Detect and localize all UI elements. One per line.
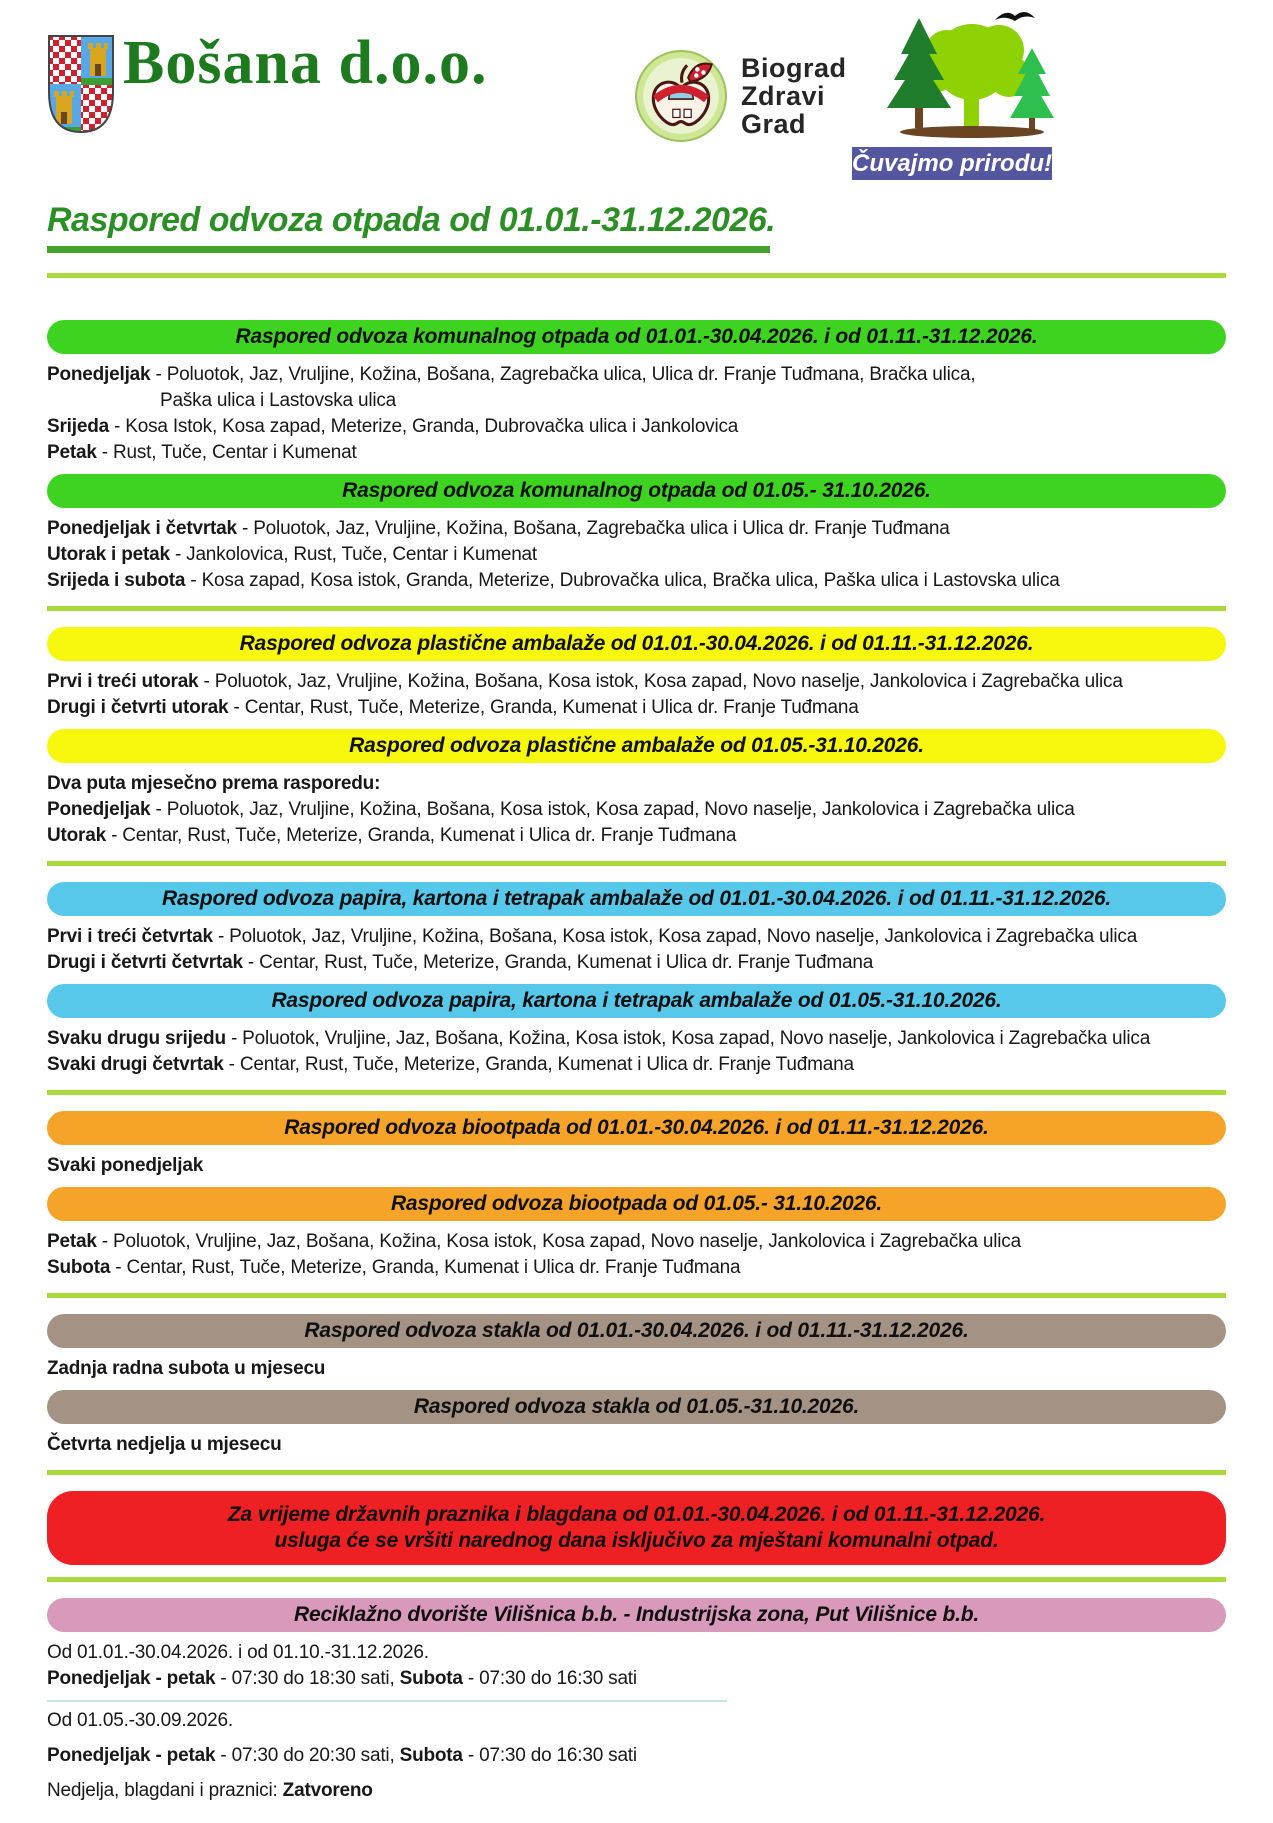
schedule-row (47, 414, 1226, 440)
row-text: Nedjelja, blagdani i praznici: (47, 1780, 283, 1801)
row-text: - Poluotok, Jaz, Vruljine, Kožina, Bošana, Zagrebačka ulica i Ulica dr. Franje Tuđmana (236, 518, 950, 539)
row-text: - Centar, Rust, Tuče, Meterize, Granda, Kumenat i Ulica dr. Franje Tuđmana (242, 952, 874, 973)
papir-karton-tetrapak-banner (47, 984, 1226, 1018)
banner-text: Raspored odvoza biootpada od 01.01.-30.04.2026. i od 01.11.-31.12.2026. (284, 1116, 989, 1139)
nature-trees-icon (867, 4, 1072, 149)
praznici-banner (47, 1491, 1226, 1565)
schedule-row (47, 1229, 1226, 1255)
row-label: Subota (399, 1668, 463, 1689)
row-label: Dva puta mjesečno prema rasporedu: (47, 773, 381, 794)
section-divider (47, 861, 1226, 866)
row-label: Ponedjeljak i četvrtak (47, 518, 237, 539)
row-label: Svaku drugu srijedu (47, 1028, 226, 1049)
row-label: Prvi i treći četvrtak (47, 926, 213, 947)
banner-text: Raspored odvoza komunalnog otpada od 01.05.- 31.10.2026. (342, 479, 931, 502)
schedule-row (47, 924, 1226, 950)
staklo-banner (47, 1390, 1226, 1424)
row-text: - 07:30 do 20:30 sati, (215, 1745, 400, 1766)
banner-text: Reciklažno dvorište Vilišnica b.b. - Industrijska zona, Put Vilišnice b.b. (294, 1603, 979, 1626)
healthy-city-wordmark (741, 54, 847, 138)
row-text: - Poluotok, Vruljine, Jaz, Bošana, Kožina, Kosa istok, Kosa zapad, Novo naselje, Jankolovica i Zagrebačka ulica (225, 1028, 1151, 1049)
row-text: Od 01.05.-30.09.2026. (47, 1710, 233, 1731)
plasticna-ambalaza-banner (47, 627, 1226, 661)
section-biootpad (47, 1111, 1226, 1281)
row-text: - Centar, Rust, Tuče, Meterize, Granda, Kumenat i Ulica dr. Franje Tuđmana (105, 825, 737, 846)
row-text: - Poluotok, Jaz, Vruljine, Kožina, Bošana, Kosa istok, Kosa zapad, Novo naselje, Jankolovica i Zagrebačka ulica (150, 799, 1075, 820)
bosana-coat-of-arms-icon (47, 34, 115, 134)
banner-text: Raspored odvoza papira, kartona i tetrapak ambalaže od 01.01.-30.04.2026. i od 01.11.-31.12.2026. (162, 887, 1111, 910)
row-text: - 07:30 do 16:30 sati (462, 1745, 637, 1766)
banner-text: Raspored odvoza plastične ambalaže od 01.05.-31.10.2026. (349, 734, 924, 757)
schedule-row (47, 1708, 1226, 1734)
schedule-row (47, 1026, 1226, 1052)
header (47, 0, 1226, 196)
schedule-row (47, 1255, 1226, 1281)
row-label: Drugi i četvrti četvrtak (47, 952, 243, 973)
row-label: Prvi i treći utorak (47, 671, 199, 692)
row-label: Srijeda i subota (47, 570, 186, 591)
schedule-row (47, 1666, 1226, 1692)
schedule-row (47, 695, 1226, 721)
healthy-city-line3: Grad (741, 109, 807, 139)
schedule-row (47, 669, 1226, 695)
schedule-row (47, 1356, 1226, 1382)
row-text: Od 01.01.-30.04.2026. i od 01.10.-31.12.2026. (47, 1642, 429, 1663)
section-divider (47, 1293, 1226, 1298)
healthy-city-line1: Biograd (741, 53, 847, 83)
row-text: - 07:30 do 18:30 sati, (215, 1668, 400, 1689)
schedule-row (47, 823, 1226, 849)
company-name: Bošana d.o.o. (123, 29, 488, 97)
row-label: Srijeda (47, 416, 109, 437)
schedule-row (47, 516, 1226, 542)
row-label: Subota (47, 1257, 111, 1278)
komunalni-otpad-banner (47, 320, 1226, 354)
row-label: Petak (47, 442, 97, 463)
row-text: - Centar, Rust, Tuče, Meterize, Granda, Kumenat i Ulica dr. Franje Tuđmana (228, 697, 859, 718)
section-divider (47, 1090, 1226, 1095)
banner-text: Raspored odvoza stakla od 01.01.-30.04.2026. i od 01.11.-31.12.2026. (304, 1319, 969, 1342)
title-underline (47, 246, 770, 253)
nature-slogan: Čuvajmo prirodu! (852, 149, 1053, 177)
schedule-row (47, 1432, 1226, 1458)
banner-text: Raspored odvoza biootpada od 01.05.- 31.10.2026. (390, 1192, 883, 1215)
schedule-row (47, 1640, 1226, 1666)
schedule-row (47, 797, 1226, 823)
hours-divider (47, 1700, 727, 1702)
schedule-row (47, 950, 1226, 976)
row-label: Drugi i četvrti utorak (47, 697, 229, 718)
section-divider (47, 1577, 1226, 1582)
row-continuation: Paška ulica i Lastovska ulica (160, 390, 397, 411)
row-label: Svaki ponedjeljak (47, 1155, 204, 1176)
section-praznici (47, 1491, 1226, 1565)
section-divider (47, 606, 1226, 611)
row-label: Utorak (47, 825, 106, 846)
section-divider (47, 273, 1226, 278)
banner-text: usluga će se vršiti narednog dana isključivo za mještani komunalni otpad. (274, 1529, 999, 1552)
section-papir-karton-tetrapak (47, 882, 1226, 1078)
row-label: Zatvoreno (282, 1780, 373, 1801)
row-label: Ponedjeljak (47, 799, 151, 820)
schedule-row (47, 1743, 1226, 1769)
biootpad-banner (47, 1187, 1226, 1221)
healthy-city-line2: Zdravi (741, 81, 826, 111)
row-label: Ponedjeljak (47, 364, 151, 385)
row-text: - Centar, Rust, Tuče, Meterize, Granda, Kumenat i Ulica dr. Franje Tuđmana (223, 1054, 854, 1075)
row-text: - Kosa zapad, Kosa istok, Granda, Meterize, Dubrovačka ulica, Bračka ulica, Paška ulica i Lastovska ulica (185, 570, 1060, 591)
section-plasticna-ambalaza (47, 627, 1226, 849)
schedule-row (47, 1052, 1226, 1078)
section-staklo (47, 1314, 1226, 1458)
row-text: - Poluotok, Jaz, Vruljine, Kožina, Bošana, Kosa istok, Kosa zapad, Novo naselje, Jankolovica i Zagrebačka ulica (198, 671, 1123, 692)
row-text: - Centar, Rust, Tuče, Meterize, Granda, Kumenat i Ulica dr. Franje Tuđmana (110, 1257, 741, 1278)
row-label: Ponedjeljak - petak (47, 1668, 216, 1689)
nature-slogan-banner (852, 147, 1052, 180)
row-text: - Kosa Istok, Kosa zapad, Meterize, Granda, Dubrovačka ulica i Jankolovica (108, 416, 739, 437)
row-text: - Jankolovica, Rust, Tuče, Centar i Kumenat (169, 544, 538, 565)
schedule-row (47, 362, 1226, 414)
row-text: - Rust, Tuče, Centar i Kumenat (96, 442, 357, 463)
papir-karton-tetrapak-banner (47, 882, 1226, 916)
row-text: - Poluotok, Jaz, Vruljine, Kožina, Bošana, Kosa istok, Kosa zapad, Novo naselje, Jankolovica i Zagrebačka ulica (212, 926, 1138, 947)
row-label: Petak (47, 1231, 97, 1252)
bird-icon (995, 12, 1035, 21)
section-divider (47, 1470, 1226, 1475)
schedule-row (47, 440, 1226, 466)
schedule-row (47, 568, 1226, 594)
schedule-row (47, 1778, 1226, 1804)
row-text: - 07:30 do 16:30 sati (462, 1668, 637, 1689)
schedule-row (47, 542, 1226, 568)
row-text: - Poluotok, Jaz, Vruljine, Kožina, Bošana, Zagrebačka ulica, Ulica dr. Franje Tuđmana, Bračka ulica, (150, 364, 976, 385)
staklo-banner (47, 1314, 1226, 1348)
page-title: Raspored odvoza otpada od 01.01.-31.12.2026. (47, 201, 776, 239)
row-label: Ponedjeljak - petak (47, 1745, 216, 1766)
healthy-city-apple-icon (635, 50, 727, 142)
schedule-row (47, 1153, 1226, 1179)
biootpad-banner (47, 1111, 1226, 1145)
schedule-row (47, 771, 1226, 797)
reciklazno-dvoriste-banner (47, 1598, 1226, 1632)
banner-text: Za vrijeme državnih praznika i blagdana od 01.01.-30.04.2026. i od 01.11.-31.12.2026. (227, 1503, 1046, 1526)
row-label: Zadnja radna subota u mjesecu (47, 1358, 326, 1379)
row-label: Svaki drugi četvrtak (47, 1054, 224, 1075)
banner-text: Raspored odvoza plastične ambalaže od 01.01.-30.04.2026. i od 01.11.-31.12.2026. (239, 632, 1034, 655)
row-label: Utorak i petak (47, 544, 170, 565)
section-reciklazno-dvoriste (47, 1598, 1226, 1804)
plasticna-ambalaza-banner (47, 729, 1226, 763)
komunalni-otpad-banner (47, 474, 1226, 508)
row-label: Subota (399, 1745, 463, 1766)
banner-text: Raspored odvoza komunalnog otpada od 01.01.-30.04.2026. i od 01.11.-31.12.2026. (235, 325, 1038, 348)
schedule-sections (47, 273, 1226, 1804)
row-text: - Poluotok, Vruljine, Jaz, Bošana, Kožina, Kosa istok, Kosa zapad, Novo naselje, Jankolovica i Zagrebačka ulica (96, 1231, 1021, 1252)
row-label: Četvrta nedjelja u mjesecu (47, 1434, 282, 1455)
banner-text: Raspored odvoza stakla od 01.05.-31.10.2026. (413, 1395, 860, 1418)
banner-text: Raspored odvoza papira, kartona i tetrapak ambalaže od 01.05.-31.10.2026. (271, 989, 1002, 1012)
section-komunalni-otpad (47, 320, 1226, 594)
